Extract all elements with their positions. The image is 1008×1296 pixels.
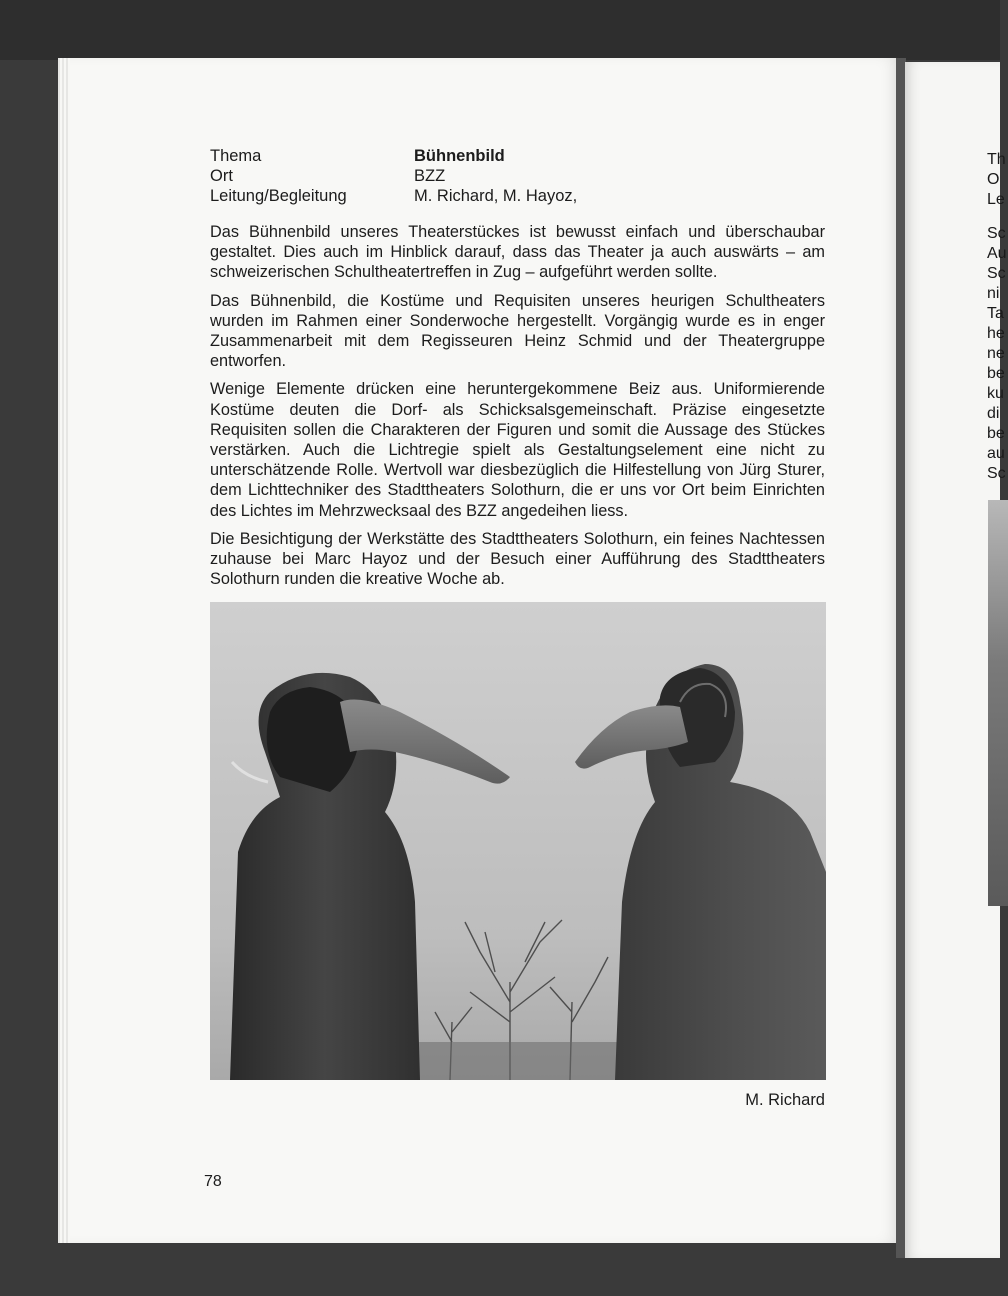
paragraph: Das Bühnenbild unseres Theaterstückes ist bewusst einfach und überschaubar gestaltet. Dies auch im Hinblick darauf, dass das Theater ja auch auswärts – am schweizerischen Schultheatertreffen in Zug – aufgeführt werden sollte. bbox=[210, 223, 825, 282]
meta-label: Ort bbox=[210, 167, 233, 185]
fragment: Ta bbox=[987, 305, 1004, 322]
fragment: ni bbox=[987, 285, 1000, 302]
photo-caption: M. Richard bbox=[745, 1091, 825, 1109]
meta-label: Leitung/Begleitung bbox=[210, 187, 347, 205]
fragment: O bbox=[987, 171, 1000, 188]
fragment: Sc bbox=[987, 225, 1006, 242]
fragment: au bbox=[987, 445, 1005, 462]
fragment: di bbox=[987, 405, 1000, 422]
right-page-photo bbox=[988, 500, 1008, 906]
fragment: Au bbox=[987, 245, 1007, 262]
meta-label: Thema bbox=[210, 147, 262, 165]
fragment: ne bbox=[987, 345, 1005, 362]
fragment: Th bbox=[987, 151, 1006, 168]
meta-value: Bühnenbild bbox=[414, 147, 505, 165]
page-number: 78 bbox=[204, 1173, 222, 1190]
article-body bbox=[210, 222, 825, 597]
meta-row-ort bbox=[210, 166, 577, 186]
fragment: he bbox=[987, 325, 1005, 342]
fragment: ku bbox=[987, 385, 1004, 402]
right-page-text-fragments bbox=[987, 150, 1007, 484]
paragraph: Wenige Elemente drücken eine heruntergekommene Beiz aus. Uniformierende Kostüme deuten die Dorf- als Schicksalsgemeinschaft. Präzise eingesetzte Requisiten sollen die Charakteren der Figuren und somit die Aussage des Stückes verstärken. Auch die Lichtregie spielt als Gestaltungselement eine nicht zu unterschätzende Rolle. Wertvoll war diesbezüglich die Hilfestellung von Jürg Sturer, dem Lichttechniker des Stadttheaters Solothurn, die er uns vor Ort beim Einrichten des Lichtes im Mehrzwecksaal des BZZ angedeihen liess. bbox=[210, 380, 825, 520]
photo-beak-masks bbox=[210, 602, 826, 1080]
fragment: be bbox=[987, 425, 1005, 442]
meta-value: M. Richard, M. Hayoz, bbox=[414, 187, 578, 205]
meta-table bbox=[210, 146, 577, 206]
fragment: Sc bbox=[987, 265, 1006, 282]
paragraph: Das Bühnenbild, die Kostüme und Requisiten unseres heurigen Schultheaters wurden im Rahmen einer Sonderwoche hergestellt. Vorgängig wurde es in enger Zusammenarbeit mit dem Regisseuren Heinz Schmid und der Theatergruppe entworfen. bbox=[210, 291, 825, 371]
meta-row-leitung bbox=[210, 186, 577, 206]
paragraph: Die Besichtigung der Werkstätte des Stadttheaters Solothurn, ein feines Nachtessen zuhause bei Marc Hayoz und der Besuch einer Aufführung des Stadttheaters Solothurn runden die kreative Woche ab. bbox=[210, 529, 825, 589]
fragment: Le bbox=[987, 191, 1005, 208]
meta-row-thema bbox=[210, 146, 577, 166]
fragment: Sc bbox=[987, 465, 1006, 482]
fragment: be bbox=[987, 365, 1005, 382]
right-page bbox=[905, 62, 1007, 1258]
scan-background bbox=[0, 0, 1000, 60]
meta-value: BZZ bbox=[414, 167, 446, 185]
